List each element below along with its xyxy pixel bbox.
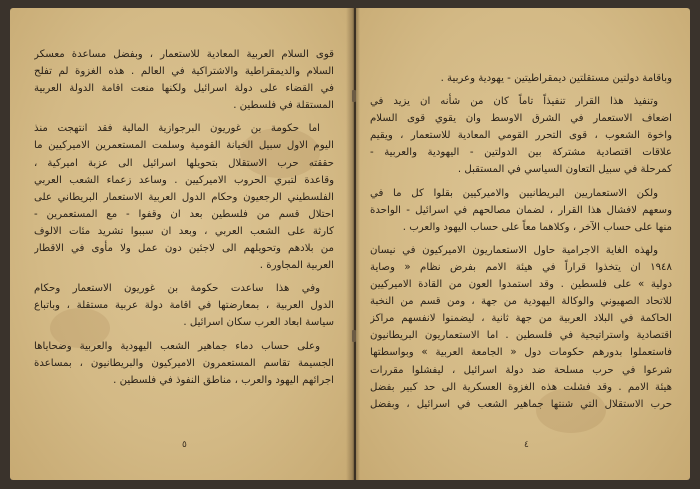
text-line: احتلال قسم من فلسطين بعد ان وقفوا - مع المستعمرين -	[34, 208, 334, 220]
text-line: وعلى حساب دماء جماهير الشعب اليهودية والعربية وضحاياها	[34, 340, 320, 352]
left-page	[10, 8, 354, 480]
text-line: وفي هذا ساعدت حكومة بن غوريون الاستعمار وحكام	[34, 283, 320, 295]
text-line: شرعوا في حرب مسلحة ضد دولة اسرائيل ، ليفشلوا مقررات	[370, 364, 672, 376]
text-line: وقاعدة لتبري الحروب الاميركيين . وساعد زعماء الشعب العربي	[34, 174, 334, 186]
right-page-text	[370, 70, 672, 413]
text-line: وباقامة دولتين مستقلتين ديمقراطيتين - يهودية وعربية .	[440, 73, 672, 84]
text-line: للاتحاد الصهيوني والوكالة اليهودية من جهة ، ومن قسم من النخبة	[370, 296, 672, 308]
text-line: ولهذه الغاية الاجرامية حاول الاستعماريون الاميركيون في نيسان	[370, 244, 658, 256]
text-line: في القضاء على دولة اسرائيل ولكنها منعت اقامة الدولة العربية	[34, 83, 334, 95]
text-line: دولية » على فلسطين . وقد استمدوا العون من القادة الاميركيين	[370, 279, 672, 291]
text-line: الحاكمة في البلاد العربية من جهة ثانية ، ليضمنوا لانفسهم مراكز	[370, 313, 672, 325]
text-line: سياسة ابعاد العرب سكان اسرائيل .	[183, 317, 334, 329]
text-line: قوى السلام العربية المعادية للاستعمار ، وبفضل مساعدة معسكر	[34, 49, 334, 60]
text-line: كمرحلة في سبيل التعاون السياسي في المستقبل .	[457, 164, 672, 176]
text-line: وسعهم لافشال هذا القرار ، لضمان مصالحهم في اسرائيل - الواحدة	[370, 204, 672, 216]
page-number: ٤	[524, 440, 529, 450]
text-line: واخوة الشعوب ، قوى التحرر القومي المعادية للاستعمار ، ويقيم	[370, 130, 672, 142]
text-line: اليوم الاول سبيل الخيانة القومية وسلمت المستعمرين الاميركيين ما	[34, 140, 334, 152]
staple	[352, 90, 356, 102]
text-line: منها على حساب الآخر ، وكلاهما معاً على حساب اليهود والعرب .	[402, 221, 672, 233]
text-line: حرب الاستقلال التي شنتها جماهير الشعب في اسرائيل ، وبفضل	[370, 398, 672, 410]
text-line: حققته حرب الاستقلال بتحويلها اسرائيل الى عزبة اميركية ،	[34, 157, 334, 169]
text-line: الفلسطيني الرجعيون وحكام الدول العربية الاستعمار البريطاني على	[34, 191, 334, 203]
text-line: وتنفيذ هذا القرار تنفيذاً تاماً كان من شأنه ان يزيد في	[370, 96, 658, 108]
page-number: ٥	[182, 440, 187, 450]
text-line: اقتصادية واستراتيجية في فلسطين . اما الاستعماريون البريطانيون	[370, 330, 672, 342]
text-line: الدول العربية ، بمعارضتها في اقامة دولة عربية مستقلة ، وباتباع	[34, 300, 334, 312]
text-line: ولكن الاستعماريين البريطانيين والاميركيين بقلوا كل ما في	[370, 187, 658, 199]
text-line: كارثة على الشعب العربي ، وبعد ان سببوا تشريد مئات الالوف	[34, 225, 334, 237]
text-line: ١٩٤٨ ان يتخذوا قراراً في هيئة الامم بفرض نظام « وصاية	[370, 261, 672, 273]
text-line: الجسيمة تقاسم المستعمرون الاميركيون والبريطانيون ، بمساعدة	[34, 357, 334, 369]
text-line: فاستعملوا بدورهم حكومات دول « الجامعة العربية » وبواسطتها	[370, 347, 672, 359]
text-line: اجرائهم اليهود والعرب ، مناطق النفوذ في فلسطين .	[113, 374, 334, 386]
text-line: اضعاف الاستعمار في الشرق الاوسط وان يقوي قوى السلام	[370, 113, 672, 125]
text-line: السلام والديمقراطية والاشتراكية في العالم . هذه الغزوة لم تفلح	[34, 66, 334, 78]
text-line: العربية المجاورة .	[259, 260, 334, 272]
text-line: من بلادهم وتحويلهم الى لاجئين دون عمل ولا مأوى في الاقطار	[34, 243, 334, 255]
text-line: هيئة الامم . وقد فشلت هذه الغزوة العسكرية الى حد كبير بفضل	[370, 381, 672, 393]
text-line: اما حكومة بن غوريون البرجوازية المالية فقد انتهجت منذ	[34, 123, 320, 135]
book-spine	[346, 8, 360, 480]
text-line: علاقات اقتصادية مشتركة بين الدولتين - اليهودية والعربية -	[370, 147, 672, 159]
text-line: المستقلة في فلسطين .	[233, 100, 334, 112]
right-page	[356, 8, 690, 480]
staple	[352, 330, 356, 342]
left-page-text	[34, 46, 334, 389]
